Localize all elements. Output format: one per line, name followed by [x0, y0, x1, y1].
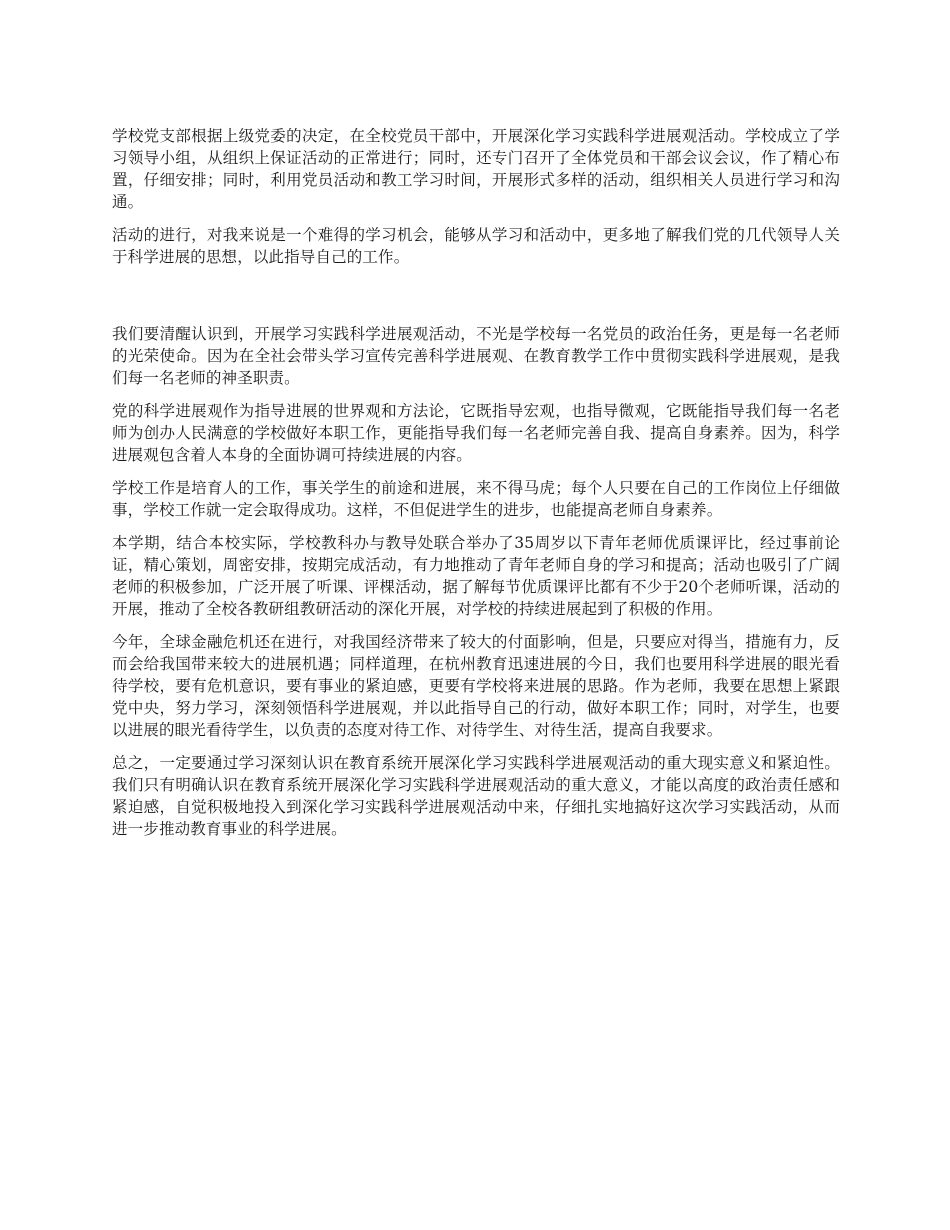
paragraph: 活动的进行，对我来说是一个难得的学习机会，能够从学习和活动中，更多地了解我们党的几代领导人关于科学进展的思想，以此指导自己的工作。: [112, 226, 840, 266]
document-page: [112, 125, 840, 851]
paragraph: 总之，一定要通过学习深刻认识在教育系统开展深化学习实践科学进展观活动的重大现实意义和紧迫性。我们只有明确认识在教育系统开展深化学习实践科学进展观活动的重大意义，才能以高度的政治责任感和紧迫感，自觉积极地投入到深化学习实践科学进展观活动中来，仔细扎实地搞好这次学习实践活动，从而进一步推动教育事业的科学进展。: [112, 754, 840, 838]
paragraph-spacer: [112, 279, 840, 323]
paragraph: 今年，全球金融危机还在进行，对我国经济带来了较大的付面影响，但是，只要应对得当，措施有力，反而会给我国带来较大的进展机遇；同样道理，在杭州教育迅速进展的今日，我们也要用科学进展的眼光看待学校，要有危机意识，要有事业的紧迫感，更要有学校将来进展的思路。作为老师，我要在思想上紧跟党中央，努力学习，深刻领悟科学进展观，并以此指导自己的行动，做好本职工作；同时，对学生，也要以进展的眼光看待学生，以负责的态度对待工作、对待学生、对待生活，提高自我要求。: [112, 633, 840, 739]
paragraph: 学校工作是培育人的工作，事关学生的前途和进展，来不得马虎；每个人只要在自己的工作岗位上仔细做事，学校工作就一定会取得成功。这样，不但促进学生的进步，也能提高老师自身素养。: [112, 479, 840, 519]
paragraph: 我们要清醒认识到，开展学习实践科学进展观活动，不光是学校每一名党员的政治任务，更是每一名老师的光荣使命。因为在全社会带头学习宣传完善科学进展观、在教育教学工作中贯彻实践科学进展观，是我们每一名老师的神圣职责。: [112, 325, 840, 387]
paragraph: 学校党支部根据上级党委的决定，在全校党员干部中，开展深化学习实践科学进展观活动。学校成立了学习领导小组，从组织上保证活动的正常进行；同时，还专门召开了全体党员和干部会议会议，作了精心布置，仔细安排；同时，利用党员活动和教工学习时间，开展形式多样的活动，组织相关人员进行学习和沟通。: [112, 127, 840, 211]
paragraph: 本学期，结合本校实际，学校教科办与教导处联合举办了35周岁以下青年老师优质课评比，经过事前论证，精心策划，周密安排，按期完成活动，有力地推动了青年老师自身的学习和提高；活动也吸引了广阔老师的积极参加，广泛开展了听课、评棵活动，据了解每节优质课评比都有不少于20个老师听课，活动的开展，推动了全校各教研组教研活动的深化开展，对学校的持续进展起到了积极的作用。: [112, 534, 840, 618]
paragraph: 党的科学进展观作为指导进展的世界观和方法论，它既指导宏观，也指导微观，它既能指导我们每一名老师为创办人民满意的学校做好本职工作，更能指导我们每一名老师完善自我、提高自身素养。因为，科学进展观包含着人本身的全面协调可持续进展的内容。: [112, 402, 840, 464]
